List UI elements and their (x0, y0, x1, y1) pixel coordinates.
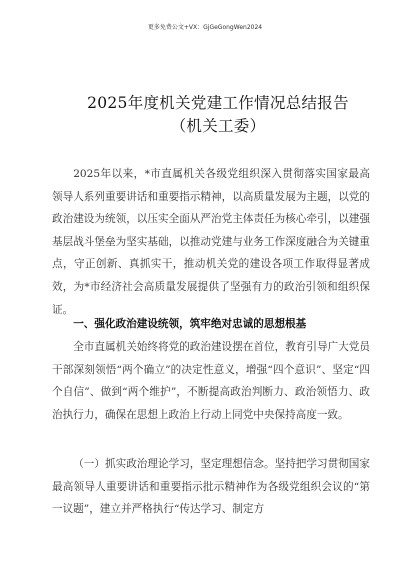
title-line-2: （机关工委） (170, 117, 266, 135)
title-line-1: 2025年度机关党建工作情况总结报告 (87, 94, 349, 112)
subsection-1-paragraph: （一）抓实政治理论学习，坚定理想信念。坚持把学习贯彻国家最高领导人重要讲话和重要指示批示精神作为各级党组织会议的“第一议题”，建立并严格执行“传达学习、制定方 (52, 458, 370, 516)
section-1-heading: 一、强化政治建设统领，筑牢绝对忠诚的思想根基 (73, 318, 307, 330)
document-title (60, 92, 376, 138)
intro-paragraph-block (52, 163, 370, 321)
intro-paragraph: 2025年以来，*市直属机关各级党组织深入贯彻落实国家最高领导人系列重要讲话和重要指示精神，以高质量发展为主题，以党的政治建设为统领，以压实全面从严治党主体责任为核心牵引，以建强基层战斗堡垒为坚实基础，以推动党建与业务工作深度融合为关键重点，守正创新、真抓实干，推动机关党的建设各项工作取得显著成效，为*市经济社会高质量发展提供了坚强有力的政治引领和组织保证。 (52, 168, 370, 316)
subsection-1-paragraph-block (52, 453, 370, 521)
promo-watermark: 更多免费公文+VX：GjGeGongWen2024 (147, 24, 263, 31)
section-1-paragraph-block (52, 336, 370, 426)
section-1-paragraph: 全市直属机关始终将党的政治建设摆在首位，教育引导广大党员干部深刻领悟“两个确立”的决定性意义，增强“四个意识”、坚定“四个自信”、做到“两个维护”，不断提高政治判断力、政治领悟力、政治执行力，确保在思想上政治上行动上同党中央保持高度一致。 (52, 341, 370, 421)
